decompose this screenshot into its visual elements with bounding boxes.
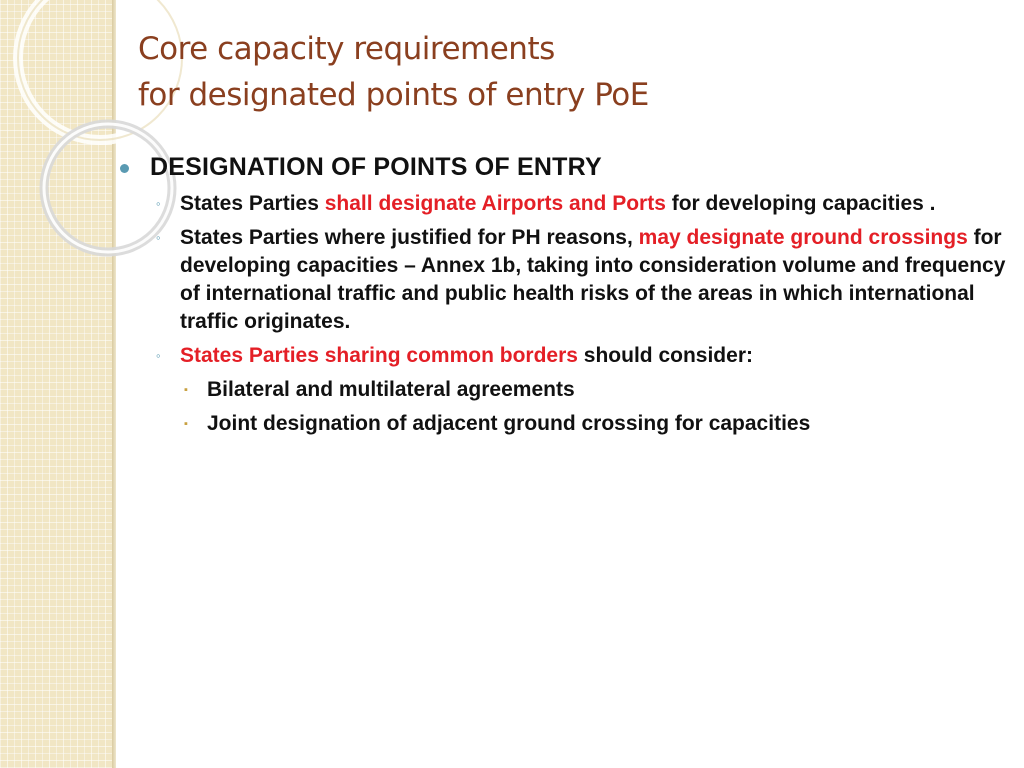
text-run: States Parties (180, 192, 325, 215)
text-run: States Parties where justified for PH reasons, (180, 226, 639, 249)
text-run: for developing capacities – Annex 1b, taking into consideration volume and frequency of international traffic and public health risks of the areas in which international traffic originates. (180, 226, 1006, 333)
filled-circle-bullet-icon (120, 164, 129, 173)
hollow-circle-bullet-icon: ◦ (156, 196, 161, 211)
item-text (180, 192, 935, 215)
level1-bullet-item (118, 150, 1018, 184)
section-heading: DESIGNATION OF POINTS OF ENTRY (150, 153, 602, 181)
level2-bullet-item (118, 342, 1018, 370)
highlighted-text-run: shall designate Airports and Ports (324, 192, 666, 215)
text-run: should consider: (577, 344, 753, 367)
small-square-bullet-icon: ▪ (184, 418, 188, 430)
subitem-text: Bilateral and multilateral agreements (207, 378, 575, 401)
level3-bullet-item (118, 376, 1018, 404)
slide-content (118, 150, 1018, 438)
slide-title (138, 26, 998, 118)
item-text (180, 226, 1005, 333)
small-square-bullet-icon: ▪ (184, 384, 188, 396)
hollow-circle-bullet-icon: ◦ (156, 230, 161, 245)
level2-bullet-item (118, 190, 1018, 218)
level2-bullet-item (118, 224, 1018, 336)
hollow-circle-bullet-icon: ◦ (156, 348, 161, 363)
slide-title-line-1: Core capacity requirements (138, 31, 555, 67)
highlighted-text-run: States Parties sharing common borders (180, 344, 578, 367)
subitem-text: Joint designation of adjacent ground crossing for capacities (207, 412, 811, 435)
level3-bullet-item (118, 410, 1018, 438)
text-run: for developing capacities . (665, 192, 936, 215)
highlighted-text-run: may designate ground crossings (638, 226, 968, 249)
slide-title-line-2: for designated points of entry PoE (138, 77, 649, 113)
item-text (180, 344, 753, 367)
